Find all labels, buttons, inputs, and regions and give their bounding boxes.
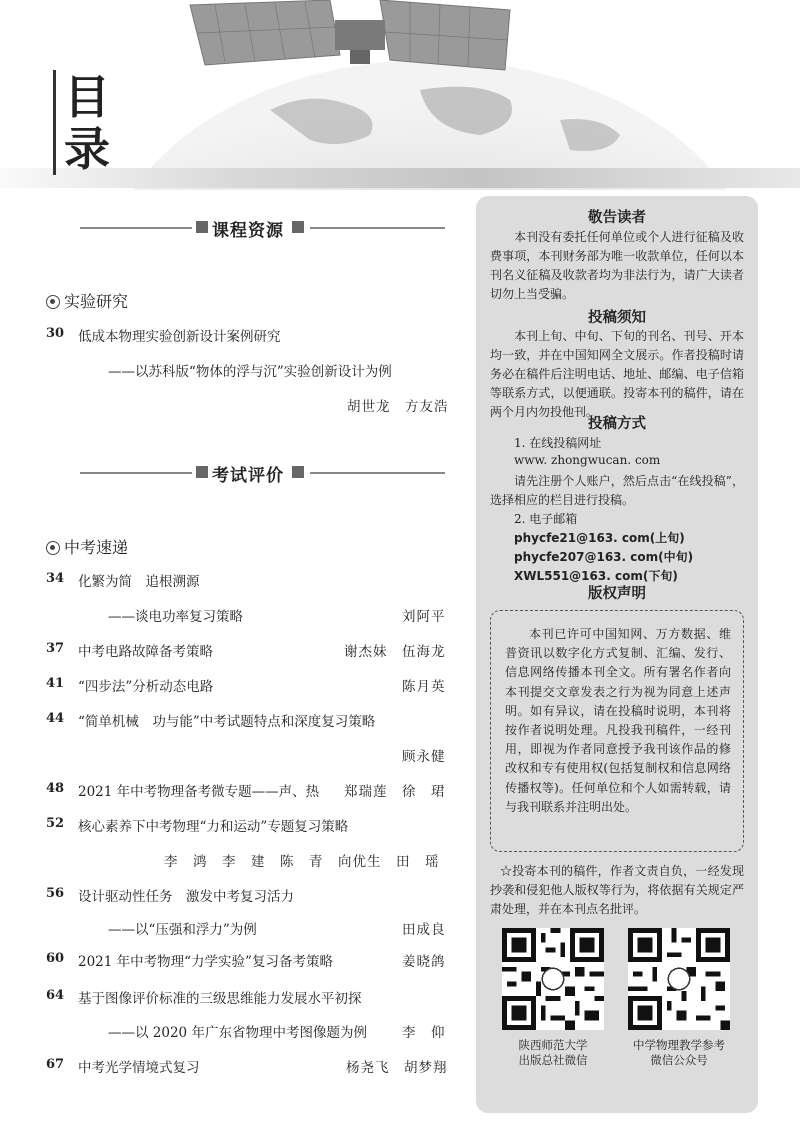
- email-link-middle[interactable]: phycfe207@163. com(中旬): [514, 550, 694, 564]
- bullet-icon: [46, 541, 60, 555]
- section-title: 课程资源: [212, 221, 284, 241]
- entry-page: 41: [46, 676, 65, 691]
- entry-authors: 谢杰妹 伍海龙: [344, 644, 446, 660]
- qr-caption-publisher: 陕西师范大学 出版总社微信: [518, 1038, 588, 1067]
- qr-code-icon: [628, 928, 730, 1030]
- email-link-early[interactable]: phycfe21@163. com(上旬): [514, 531, 685, 545]
- entry-page: 67: [46, 1057, 65, 1072]
- entry-title[interactable]: 化繁为简 追根溯源: [78, 574, 200, 590]
- entry-title[interactable]: “四步法”分析动态电路: [78, 679, 214, 695]
- entry-authors: 顾永健: [402, 749, 446, 765]
- toc-title-char-1: 目: [64, 70, 110, 124]
- entry-title[interactable]: “简单机械 功与能”中考试题特点和深度复习策略: [78, 714, 376, 730]
- entry-title[interactable]: 2021 年中考物理“力学实验”复习备考策略: [78, 954, 333, 970]
- entry-page: 52: [46, 816, 65, 831]
- qr-code-icon: [502, 928, 604, 1030]
- entry-page: 30: [46, 326, 65, 341]
- entry-authors: 田成良: [402, 922, 446, 938]
- qr-caption-journal: 中学物理教学参考 微信公众号: [633, 1038, 725, 1067]
- entry-authors: 李 鸿 李 建 陈 青 向优生 田 瑶: [164, 854, 440, 870]
- header-banner: [0, 0, 800, 190]
- category-experiment-research: 实验研究: [46, 289, 128, 312]
- entry-title[interactable]: 设计驱动性任务 激发中考复习活力: [78, 889, 294, 905]
- warning-text: ☆投寄本刊的稿件，作者文责自负，一经发现抄袭和侵犯他人版权等行为，将依据有关规定严肃处理，并在本刊点名批评。: [490, 864, 744, 916]
- section-header-exam-evaluation: [80, 463, 450, 486]
- online-submission-text: 请先注册个人账户，然后点击“在线投稿”，选择相应的栏目进行投稿。: [490, 474, 744, 507]
- notice-title: 敬告读者: [588, 210, 646, 226]
- entry-title[interactable]: 中考电路故障备考策略: [78, 644, 213, 660]
- entry-authors: 李 仰: [402, 1025, 446, 1041]
- entry-subtitle: ——以“压强和浮力”为例: [108, 922, 257, 938]
- entry-page: 37: [46, 641, 65, 656]
- entry-title[interactable]: 2021 年中考物理备考微专题——声、热: [78, 784, 320, 800]
- copyright-text: 本刊已许可中国知网、万方数据、维普资讯以数字化方式复制、汇编、发行、信息网络传播本刊全文。所有署名作者向本刊提交文章发表之行为视为同意上述声明。如有异议，请在投稿时说明，本刊将按作者说明处理。凡投我刊稿件，一经刊用，即视为作者同意授予我刊该作品的修改权和专有使用权(包括复制权和信息网络传播权等)。任何单位和个人如需转载，请与我刊联系并注明出处。: [505, 627, 731, 814]
- qr-code-publisher[interactable]: [502, 928, 604, 1030]
- entry-page: 34: [46, 571, 65, 586]
- entry-title[interactable]: 低成本物理实验创新设计案例研究: [78, 329, 281, 345]
- entry-authors: 姜晓鸽: [402, 954, 446, 970]
- title-rule: [53, 70, 56, 175]
- entry-page: 44: [46, 711, 65, 726]
- copyright-title: 版权声明: [588, 586, 646, 602]
- entry-title[interactable]: 中考光学情境式复习: [78, 1060, 200, 1076]
- section-header-course-resources: [80, 218, 450, 241]
- entry-subtitle: ——以苏科版“物体的浮与沉”实验创新设计为例: [108, 364, 392, 380]
- entry-authors: 胡世龙 方友浩: [347, 399, 449, 415]
- entry-page: 56: [46, 886, 65, 901]
- entry-authors: 杨尧飞 胡梦翔: [346, 1060, 448, 1076]
- email-link-late[interactable]: XWL551@163. com(下旬): [514, 569, 678, 583]
- qr-code-journal[interactable]: [628, 928, 730, 1030]
- entry-title[interactable]: 核心素养下中考物理“力和运动”专题复习策略: [78, 819, 349, 835]
- notice-text: 本刊没有委托任何单位或个人进行征稿及收费事项，本刊财务部为唯一收款单位，任何以本刊名义征稿及收款者均为非法行为，请广大读者切勿上当受骗。: [490, 230, 744, 301]
- entry-subtitle: ——谈电功率复习策略: [108, 609, 243, 625]
- category-exam-express: 中考速递: [46, 535, 128, 558]
- info-panel: [476, 196, 758, 1113]
- submission-notice-text: 本刊上旬、中旬、下旬的刊名、刊号、开本均一致，并在中国知网全文展示。作者投稿时请务必在稿件后注明电话、地址、邮编、电子信箱等联系方式，以便通联。投寄本刊的稿件，请在两个月内勿投他刊。: [490, 329, 744, 419]
- online-submission-label: 1. 在线投稿网址: [514, 436, 602, 450]
- submission-notice-title: 投稿须知: [588, 310, 646, 326]
- entry-page: 64: [46, 988, 65, 1003]
- copyright-box: [490, 610, 744, 852]
- bullet-icon: [46, 295, 60, 309]
- entry-page: 48: [46, 781, 65, 796]
- entry-authors: 刘阿平: [402, 609, 446, 625]
- toc-title-char-2: 录: [64, 122, 110, 176]
- entry-title[interactable]: 基于图像评价标准的三级思维能力发展水平初探: [78, 991, 362, 1007]
- entry-page: 60: [46, 951, 65, 966]
- submission-method-title: 投稿方式: [588, 416, 646, 432]
- entry-authors: 郑瑞莲 徐 珺: [344, 784, 446, 800]
- entry-authors: 陈月英: [402, 679, 446, 695]
- submission-url-link[interactable]: www. zhongwucan. com: [514, 453, 661, 467]
- email-label: 2. 电子邮箱: [514, 512, 578, 526]
- section-title: 考试评价: [212, 466, 284, 486]
- entry-subtitle: ——以 2020 年广东省物理中考图像题为例: [108, 1025, 367, 1041]
